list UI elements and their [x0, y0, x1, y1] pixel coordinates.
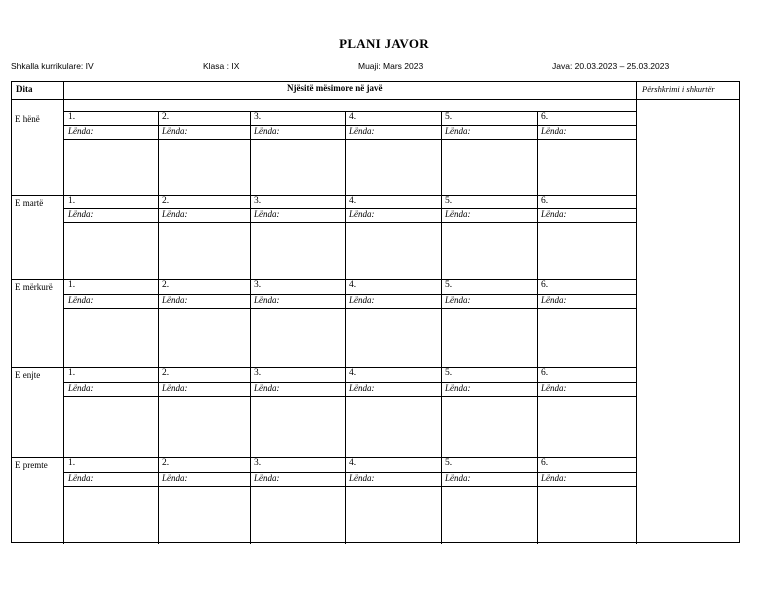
subject-label: Lënda:: [445, 209, 471, 219]
col-line-slot: [441, 111, 442, 544]
slot-number: 6.: [541, 112, 549, 122]
slot-number: 2.: [162, 368, 170, 378]
slot-number: 4.: [349, 280, 357, 290]
slot-number: 3.: [254, 196, 262, 206]
subject-label: Lënda:: [68, 209, 94, 219]
subject-label: Lënda:: [68, 383, 94, 393]
slot-number: 3.: [254, 280, 262, 290]
subject-label: Lënda:: [349, 126, 375, 136]
subject-label: Lënda:: [349, 209, 375, 219]
day-label: E hënë: [15, 114, 40, 124]
slot-number: 2.: [162, 458, 170, 468]
subject-label: Lënda:: [254, 383, 280, 393]
header-description: Përshkrimi i shkurtër: [642, 84, 715, 94]
day-label: E mërkurë: [15, 282, 53, 292]
slot-number: 4.: [349, 112, 357, 122]
subject-label: Lënda:: [445, 473, 471, 483]
subject-label: Lënda:: [68, 295, 94, 305]
subject-label: Lënda:: [445, 295, 471, 305]
subject-label: Lënda:: [541, 383, 567, 393]
slot-number: 3.: [254, 368, 262, 378]
slot-number: 3.: [254, 458, 262, 468]
slot-number: 5.: [445, 458, 453, 468]
subject-label: Lënda:: [541, 295, 567, 305]
slot-number: 1.: [68, 368, 76, 378]
slot-number: 5.: [445, 196, 453, 206]
subject-label: Lënda:: [254, 209, 280, 219]
subject-label: Lënda:: [68, 473, 94, 483]
slot-number: 1.: [68, 196, 76, 206]
subject-label: Lënda:: [541, 473, 567, 483]
class-label: Klasa : IX: [203, 61, 240, 71]
subject-label: Lënda:: [162, 473, 188, 483]
slot-number: 1.: [68, 112, 76, 122]
slot-number: 6.: [541, 280, 549, 290]
lenda-bottom-line: [63, 139, 637, 140]
lenda-bottom-line: [63, 486, 637, 487]
slot-number: 5.: [445, 368, 453, 378]
slot-number: 6.: [541, 368, 549, 378]
subject-label: Lënda:: [541, 126, 567, 136]
subject-label: Lënda:: [68, 126, 94, 136]
header-dita: Dita: [16, 84, 33, 94]
day-label: E premte: [15, 460, 48, 470]
slot-number: 2.: [162, 196, 170, 206]
page-title: PLANI JAVOR: [339, 36, 429, 51]
subject-label: Lënda:: [254, 295, 280, 305]
slot-number: 5.: [445, 280, 453, 290]
header-divider: [12, 99, 740, 100]
subject-label: Lënda:: [349, 473, 375, 483]
subject-label: Lënda:: [254, 126, 280, 136]
subject-label: Lënda:: [349, 295, 375, 305]
slot-number: 2.: [162, 112, 170, 122]
subject-label: Lënda:: [162, 295, 188, 305]
lenda-bottom-line: [63, 308, 637, 309]
header-units: Njësitë mësimore në javë: [287, 83, 383, 93]
slot-number: 1.: [68, 458, 76, 468]
slot-number: 1.: [68, 280, 76, 290]
day-label: E enjte: [15, 370, 41, 380]
col-line-slot: [345, 111, 346, 544]
col-line-slot: [250, 111, 251, 544]
weekly-plan-table: [11, 81, 740, 543]
col-line-desc: [636, 82, 637, 544]
slot-number: 5.: [445, 112, 453, 122]
subject-label: Lënda:: [162, 126, 188, 136]
subject-label: Lënda:: [254, 473, 280, 483]
slot-number: 3.: [254, 112, 262, 122]
col-line-slot: [537, 111, 538, 544]
lenda-bottom-line: [63, 396, 637, 397]
subject-label: Lënda:: [445, 383, 471, 393]
col-line-slot: [158, 111, 159, 544]
week-label: Java: 20.03.2023 – 25.03.2023: [552, 61, 670, 71]
day-label: E martë: [15, 198, 44, 208]
lenda-bottom-line: [63, 222, 637, 223]
subject-label: Lënda:: [445, 126, 471, 136]
slot-number: 6.: [541, 458, 549, 468]
slot-number: 4.: [349, 196, 357, 206]
slot-number: 4.: [349, 368, 357, 378]
subject-label: Lënda:: [162, 383, 188, 393]
subject-label: Lënda:: [162, 209, 188, 219]
col-line-dita: [63, 82, 64, 544]
month-label: Muaji: Mars 2023: [358, 61, 424, 71]
slot-number: 6.: [541, 196, 549, 206]
slot-number: 2.: [162, 280, 170, 290]
subject-label: Lënda:: [349, 383, 375, 393]
subject-label: Lënda:: [541, 209, 567, 219]
curriculum-level: Shkalla kurrikulare: IV: [11, 61, 94, 71]
slot-number: 4.: [349, 458, 357, 468]
